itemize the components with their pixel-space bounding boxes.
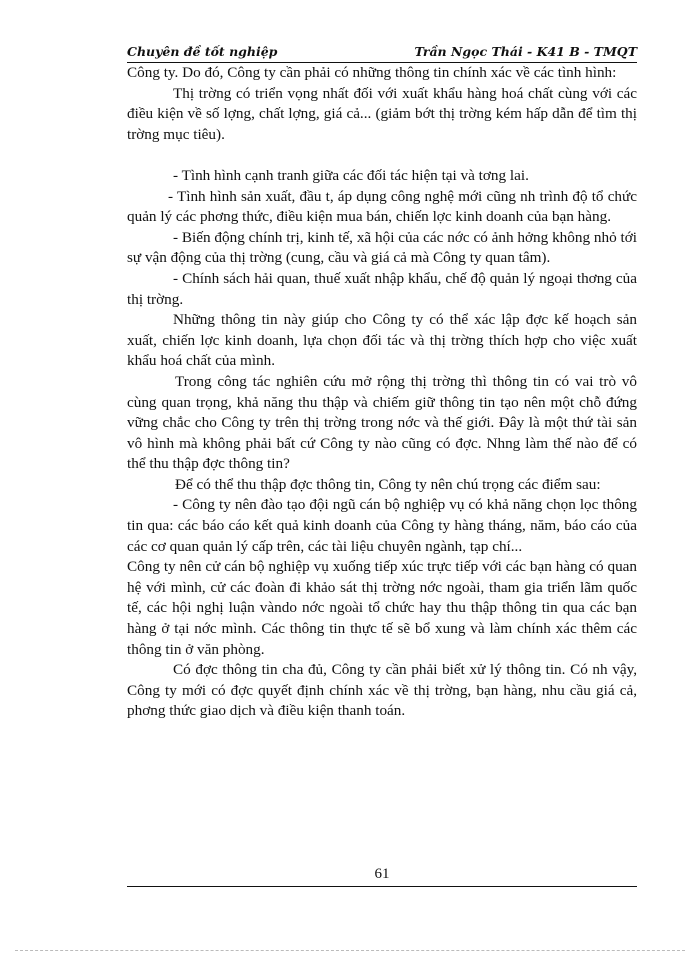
paragraph: Trong công tác nghiên cứu mở rộng thị trờng thì thông tin có vai trò vô cùng quan trọng, khả năng thu thập và chiếm giữ thông tin tạo nên một chỗ đứng vững chắc cho Công ty trên thị trờng trong nớc và thế giới. Đây là một thứ tài sản vô hình mà không phải bất cứ Công ty nào cũng có đợc. Nhng làm thế nào để có thể thu thập đợc thông tin?	[127, 372, 637, 473]
paragraph: Những thông tin này giúp cho Công ty có thể xác lập đợc kế hoạch sản xuất, chiến lợc kinh doanh, lựa chọn đối tác và thị trờng thích hợp cho việc xuất khẩu hoá chất của mình.	[127, 311, 637, 370]
paragraph: Có đợc thông tin cha đủ, Công ty cần phải biết xử lý thông tin. Có nh vậy, Công ty mới có đợc quyết định chính xác về thị trờng, bạn hàng, nhu cầu giá cả, phơng thức giao dịch và điều kiện thanh toán.	[127, 661, 637, 720]
paragraph: - Tình hình cạnh tranh giữa các đối tác hiện tại và tơng lai.	[173, 166, 529, 184]
paragraph: Thị trờng có triển vọng nhất đối với xuất khẩu hàng hoá chất cùng với các điều kiện về số lợng, chất lợng, giá cả... (giảm bớt thị trờng kém hấp dẫn để tìm thị trờng mục tiêu).	[127, 84, 637, 143]
paragraph-spacer	[127, 145, 637, 166]
header-author: Trần Ngọc Thái - K41 B - TMQT	[414, 44, 637, 59]
paragraph: - Chính sách hải quan, thuế xuất nhập khẩu, chế độ quản lý ngoại thơng của thị trờng.	[127, 269, 637, 308]
header-document-title: Chuyên đề tốt nghiệp	[127, 44, 278, 59]
paragraph: - Tình hình sản xuất, đầu t, áp dụng công nghệ mới cũng nh trình độ tổ chức quản lý các phơng thức, điều kiện mua bán, chiến lợc kinh doanh của bạn hàng.	[127, 187, 637, 226]
document-body	[127, 63, 637, 722]
paragraph: Để có thể thu thập đợc thông tin, Công ty nên chú trọng các điểm sau:	[175, 475, 601, 493]
paragraph: Công ty nên cử cán bộ nghiệp vụ xuống tiếp xúc trực tiếp với các bạn hàng có quan hệ với mình, cử các đoàn đi khảo sát thị trờng nớc ngoài, tham gia triển lãm quốc tế, các hội nghị luận vàndo nớc ngoài tổ chức hay thu thập thông tin qua các bạn hàng ở tại nớc mình. Các thông tin thực tế sẽ bổ xung và làm chính xác thêm các thông tin ở văn phòng.	[127, 558, 637, 658]
paragraph: - Biến động chính trị, kinh tế, xã hội của các nớc có ảnh hởng không nhỏ tới sự vận động của thị trờng (cung, cầu và giá cả mà Công ty quan tâm).	[127, 228, 637, 267]
paragraph: - Công ty nên đào tạo đội ngũ cán bộ nghiệp vụ có khả năng chọn lọc thông tin qua: các báo cáo kết quả kinh doanh của Công ty hàng tháng, năm, báo cáo của các cơ quan quản lý cấp trên, các tài liệu chuyên ngành, tạp chí...	[127, 496, 637, 555]
page-edge-divider	[15, 950, 685, 951]
paragraph: Công ty. Do đó, Công ty cần phải có những thông tin chính xác về các tình hình:	[127, 64, 617, 81]
page-number: 61	[127, 866, 637, 887]
page-header	[127, 44, 637, 63]
